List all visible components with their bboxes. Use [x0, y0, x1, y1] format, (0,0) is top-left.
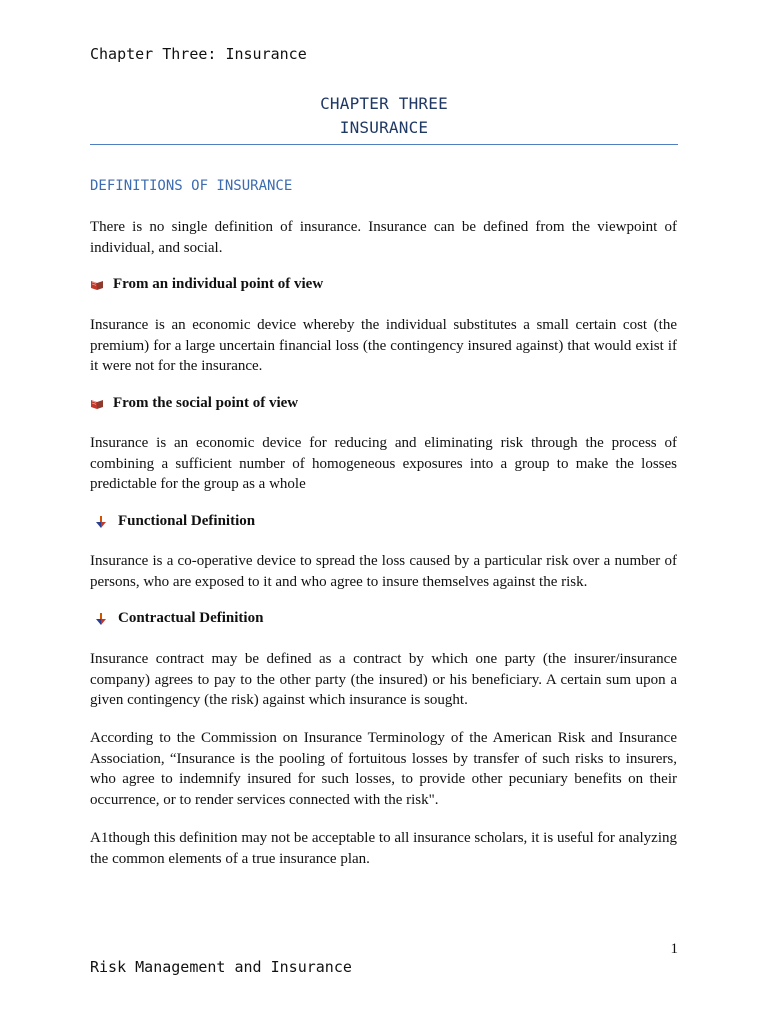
running-footer: Risk Management and Insurance [90, 958, 352, 976]
bullet-individual-view [90, 276, 323, 293]
section-heading: DEFINITIONS OF INSURANCE [90, 178, 293, 194]
arrow-down-icon [94, 515, 108, 529]
page-number: 1 [670, 941, 678, 957]
running-header: Chapter Three: Insurance [90, 45, 307, 63]
bullet-label: From an individual point of view [113, 276, 324, 292]
individual-definition-paragraph: Insurance is an economic device whereby the individual substitutes a small certain cost (the premium) for a large uncertain financial loss (the contingency insured against) that would exist if it were not for the insurance. [90, 317, 677, 374]
bullet-social-view [90, 395, 298, 412]
chapter-number-title: CHAPTER THREE [320, 94, 448, 113]
bullet-contractual-definition [90, 610, 263, 627]
book-icon [90, 279, 104, 291]
contractual-definition-paragraph: Insurance contract may be defined as a contract by which one party (the insurer/insurance company) agrees to pay to the other party (the insured) or his beneficiary. A certain sum upon a given contingency (the risk) against which insurance is sought. [90, 651, 677, 708]
arrow-down-icon [94, 612, 108, 626]
book-icon [90, 398, 104, 410]
bullet-label: Functional Definition [118, 513, 256, 529]
bullet-functional-definition [90, 513, 255, 530]
chapter-name-title: INSURANCE [339, 118, 429, 137]
intro-paragraph: There is no single definition of insurance. Insurance can be defined from the viewpoint of individual, and social. [90, 219, 677, 256]
closing-paragraph: A1though this definition may not be acceptable to all insurance scholars, it is useful for analyzing the common elements of a true insurance plan. [90, 830, 677, 867]
functional-definition-paragraph: Insurance is a co-operative device to spread the loss caused by a particular risk over a number of persons, who are exposed to it and who agree to insure themselves against the risk. [90, 553, 677, 590]
bullet-label: Contractual Definition [118, 610, 264, 626]
title-underline-rule [90, 144, 678, 145]
commission-definition-paragraph: According to the Commission on Insurance Terminology of the American Risk and Insurance Association, “Insurance is the pooling of fortuitous losses by transfer of such risks to insurers, who agree to indemnify insured for such losses, to provide other pecuniary benefits on their occurrence, or to render services connected with the risk". [90, 730, 677, 808]
social-definition-paragraph: Insurance is an economic device for reducing and eliminating risk through the process of combining a sufficient number of homogeneous exposures into a group to make the losses predictable for the group as a whole [90, 435, 677, 492]
bullet-label: From the social point of view [113, 395, 299, 411]
